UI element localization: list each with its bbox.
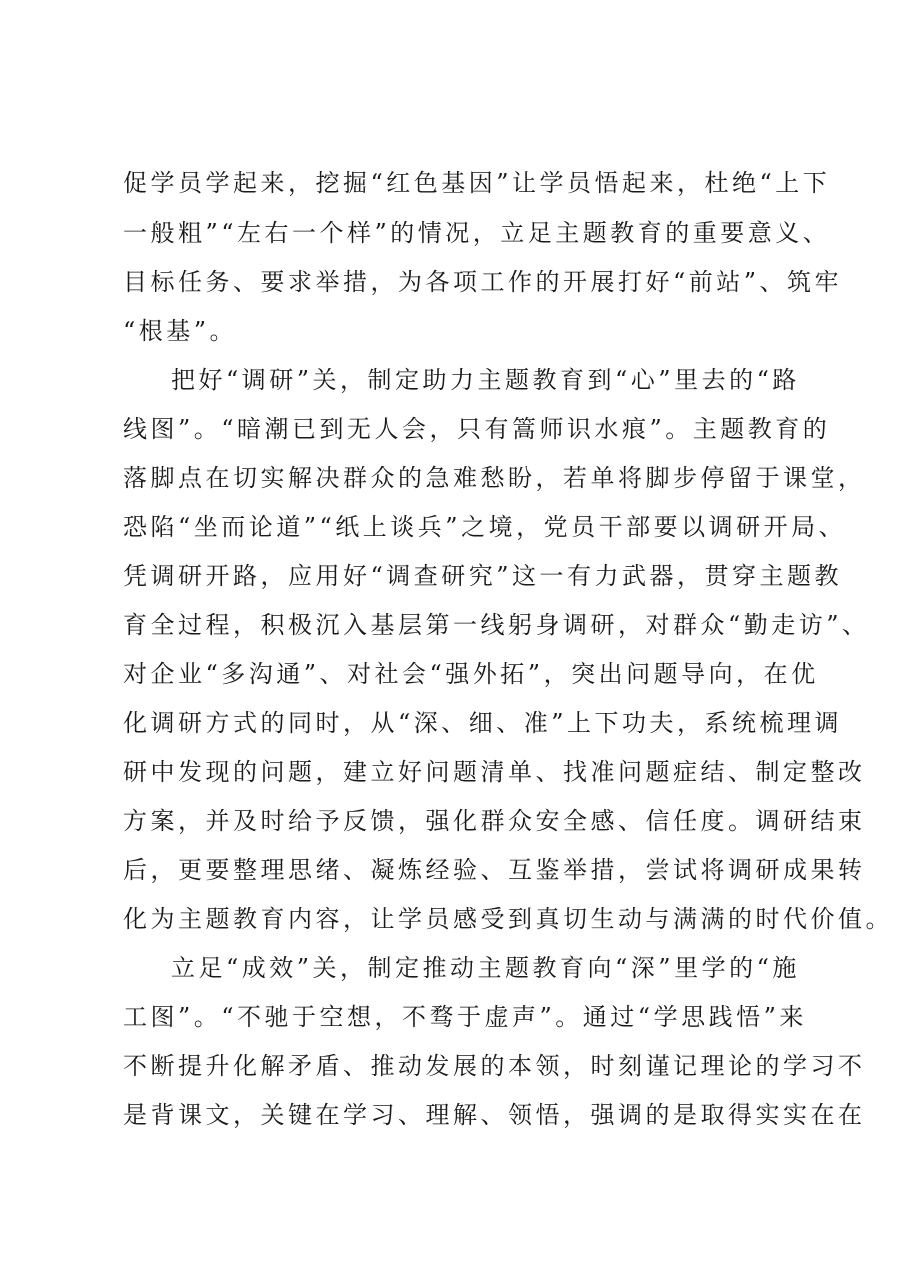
paragraph-2-line-8: 化调研方式的同时，从“深、细、准”上下功夫，系统梳理调 [123, 709, 843, 737]
paragraph-2-line-12: 化为主题教育内容，让学员感受到真切生动与满满的时代价值。 [123, 905, 893, 933]
paragraph-2-line-3: 落脚点在切实解决群众的急难愁盼，若单将脚步停留于课堂， [123, 464, 866, 492]
paragraph-3-line-4: 是背课文，关键在学习、理解、领悟，强调的是取得实实在在 [123, 1101, 866, 1129]
text-line-2: 一般粗”“左右一个样”的情况，立足主题教育的重要意义、 [123, 219, 831, 247]
paragraph-2-line-1: 把好“调研”关，制定助力主题教育到“心”里去的“路 [171, 366, 800, 394]
paragraph-2-line-5: 凭调研开路，应用好“调查研究”这一有力武器，贯穿主题教 [123, 562, 843, 590]
paragraph-3-line-3: 不断提升化解矛盾、推动发展的本领，时刻谨记理论的学习不 [123, 1052, 866, 1080]
text-line-4: “根基”。 [123, 317, 238, 345]
paragraph-3-line-1: 立足“成效”关，制定推动主题教育向“深”里学的“施 [171, 954, 800, 982]
paragraph-3-line-2: 工图”。“不驰于空想，不骛于虚声”。通过“学思践悟”来 [123, 1003, 807, 1031]
paragraph-2-line-11: 后，更要整理思绪、凝炼经验、互鉴举措，尝试将调研成果转 [123, 856, 866, 884]
paragraph-2-line-6: 育全过程，积极沉入基层第一线躬身调研，对群众“勤走访”、 [123, 611, 870, 639]
paragraph-2-line-10: 方案，并及时给予反馈，强化群众安全感、信任度。调研结束 [123, 807, 866, 835]
paragraph-2-line-4: 恐陷“坐而论道”“纸上谈兵”之境，党员干部要以调研开局、 [123, 513, 847, 541]
paragraph-2-line-2: 线图”。“暗潮已到无人会，只有篙师识水痕”。主题教育的 [123, 415, 831, 443]
text-line-1: 促学员学起来，挖掘“红色基因”让学员悟起来，杜绝“上下 [123, 169, 831, 197]
paragraph-2-line-9: 研中发现的问题，建立好问题清单、找准问题症结、制定整改 [123, 758, 866, 786]
text-line-3: 目标任务、要求举措，为各项工作的开展打好“前站”、筑牢 [123, 268, 843, 296]
paragraph-2-line-7: 对企业“多沟通”、对社会“强外拓”，突出问题导向，在优 [123, 660, 819, 688]
